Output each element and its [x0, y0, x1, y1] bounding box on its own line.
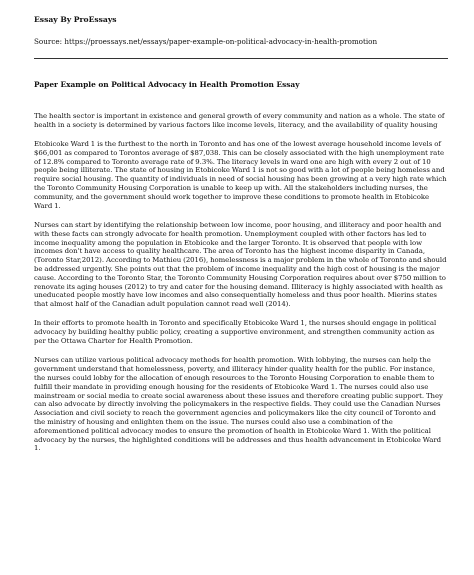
paragraph: In their efforts to promote health in Toronto and specifically Etobicoke Ward 1, the nurses should engage in political advocacy by building healthy public policy, creating a supportive environment, and strengthen community action as per the Ottawa Charter for Health Promotion.	[34, 319, 437, 346]
source-line	[34, 37, 454, 47]
essay-title: Paper Example on Political Advocacy in Health Promotion Essay	[34, 80, 300, 89]
paragraph: Etobicoke Ward 1 is the furthest to the north in Toronto and has one of the lowest average household income levels of $66,001 as compared to Torontos average of $87,038. This can be closely associated with the high unemployment rate of 12.8% compared to Toronto average rate of 9.3%. The literacy levels in ward one are high with every 2 out of 10 people being illiterate. The state of housing in Etobicoke Ward 1 is not so good with a lot of people being homeless and require social housing. The quantity of individuals in need of social housing has been growing at a very high rate which the Toronto Community Housing Corporation is unable to keep up with. All the stakeholders including nurses, the community, and the government should work together to improve these conditions to promote health in Etobicoke Ward 1.	[34, 140, 447, 210]
source-url[interactable]: https://proessays.net/essays/paper-example-on-political-advocacy-in-health-promotion	[64, 37, 378, 46]
source-label: Source:	[34, 37, 63, 46]
paragraph: Nurses can utilize various political advocacy methods for health promotion. With lobbying, the nurses can help the government understand that homelessness, poverty, and illiteracy hinder quality health for the public. For instance, the nurses could lobby for the allocation of enough resources to the Toronto Housing Corporation to enable them to fulfill their mandate in providing enough housing for the residents of Etobicoke Ward 1. The nurses could also use mainstream or social media to create social awareness about these issues and therefore creating public support. They can also advocate by directly involving the policymakers in the respective fields. They could use the Canadian Nurses Association and civil society to reach the government agencies and policymakers like the city council of Toronto and the ministry of housing and enlighten them on the issue. The nurses could also use a combination of the aforementioned political advocacy modes to ensure the promotion of health in Etobicoke Ward 1. With the political advocacy by the nurses, the highlighted conditions will be addresses and thus health advancement in Etobicoke Ward 1.	[34, 356, 443, 453]
header-divider	[34, 58, 448, 59]
site-title: Essay By ProEssays	[34, 15, 117, 24]
paragraph: The health sector is important in existence and general growth of every community and nation as a whole. The state of health in a society is determined by various factors like income levels, literacy, and the availability of quality housing	[34, 112, 445, 129]
paragraph: Nurses can start by identifying the relationship between low income, poor housing, and illiteracy and poor health and with these facts can strongly advocate for health promotion. Unemployment coupled with other factors has led to income inequality among the population in Etobicoke and the larger Toronto. It is observed that people with low incomes don't have access to quality healthcare. The area of Toronto has the highest income disparity in Canada, (Toronto Star,2012). According to Mathieu (2016), homelessness is a major problem in the whole of Toronto and should be addressed urgently. She points out that the problem of income inequality and the high cost of housing is the major cause. According to the Toronto Star, the Toronto Community Housing Corporation requires about over $750 million to renovate its aging houses (2012) to try and cater for the housing demand. Illiteracy is highly associated with health as uneducated people mostly have low incomes and also consequentially homeless and thus poor health. Mierins states that almost half of the Canadian adult population cannot read well (2014).	[34, 220, 447, 309]
essay-body	[34, 112, 448, 464]
